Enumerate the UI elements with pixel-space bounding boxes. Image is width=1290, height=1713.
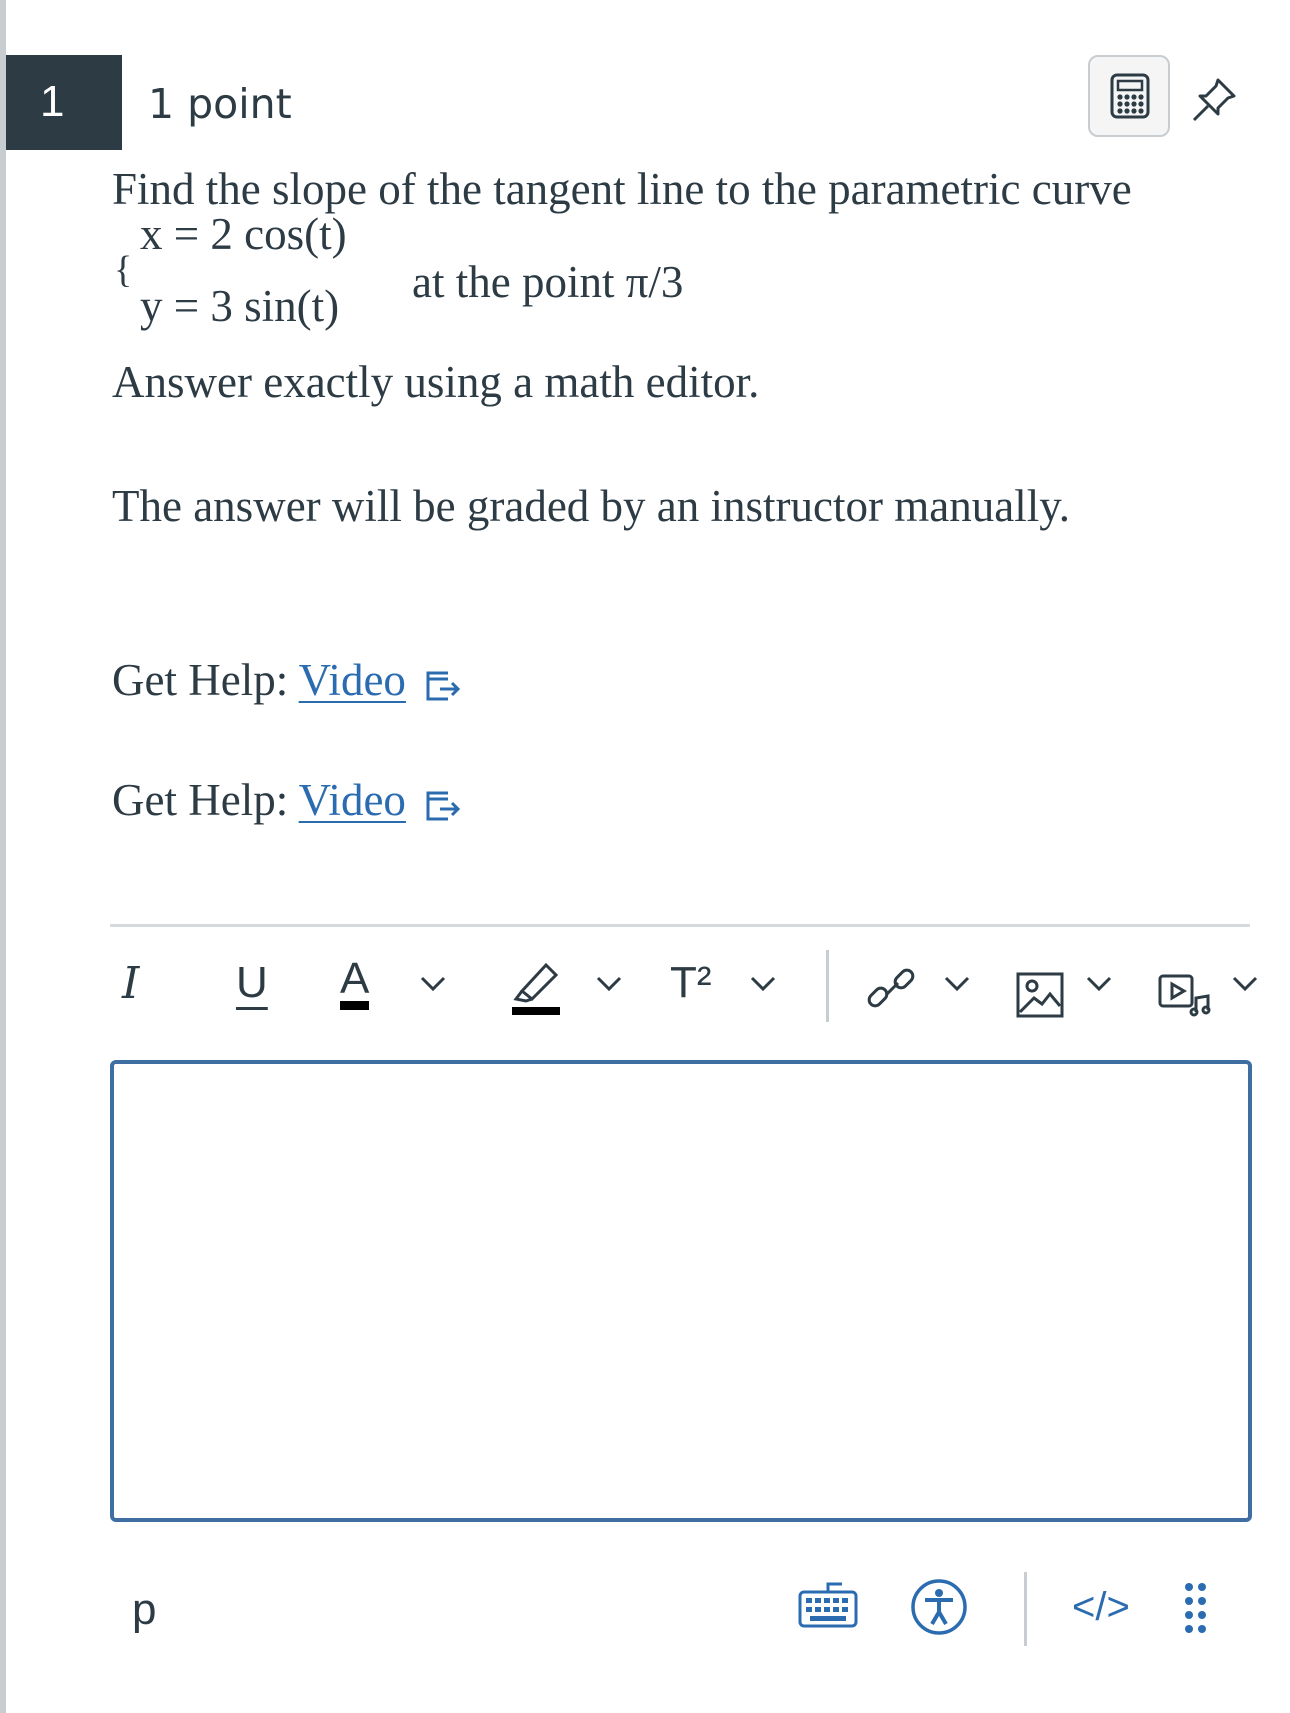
get-help-row — [112, 654, 462, 706]
question-instruction: Answer exactly using a math editor. — [112, 357, 760, 407]
calculator-button[interactable] — [1088, 55, 1170, 137]
underline-button[interactable] — [236, 948, 268, 1018]
get-help-label: Get Help: — [112, 775, 289, 825]
equation-y: y = 3 sin(t) — [140, 281, 340, 331]
external-link-icon — [422, 785, 462, 825]
chevron-down-icon[interactable] — [420, 975, 446, 993]
video-link[interactable]: Video — [298, 655, 406, 705]
grading-note: The answer will be graded by an instructor manually. — [112, 481, 1071, 531]
get-help-row — [112, 774, 462, 826]
superscript-button[interactable] — [670, 948, 712, 1018]
chevron-down-icon[interactable] — [1232, 975, 1258, 993]
highlighter-icon[interactable] — [512, 950, 560, 1020]
link-icon[interactable] — [864, 954, 920, 1024]
question-points: 1 point — [148, 80, 292, 128]
superscript-icon: T² — [670, 958, 712, 1007]
element-path[interactable]: p — [132, 1585, 157, 1634]
font-color-icon: A — [340, 957, 369, 1010]
italic-icon: I — [122, 957, 140, 1009]
chevron-down-icon[interactable] — [944, 975, 970, 993]
font-color-button[interactable] — [340, 948, 369, 1018]
keyboard-icon[interactable] — [798, 1580, 858, 1630]
italic-button[interactable] — [122, 948, 139, 1018]
get-help-label: Get Help: — [112, 655, 289, 705]
accessibility-checker-icon[interactable] — [910, 1578, 968, 1636]
underline-icon: U — [236, 958, 268, 1007]
question-point: at the point π/3 — [412, 257, 684, 307]
question-text: Find the slope of the tangent line to the parametric curve — [112, 164, 1132, 214]
chevron-down-icon[interactable] — [1086, 975, 1112, 993]
image-icon[interactable] — [1016, 960, 1064, 1030]
external-link-icon — [422, 665, 462, 705]
answer-editor[interactable] — [110, 1060, 1252, 1522]
chevron-down-icon[interactable] — [596, 975, 622, 993]
pin-icon[interactable] — [1188, 74, 1240, 126]
question-number: 1 — [40, 77, 65, 126]
toolbar-separator — [826, 950, 829, 1022]
equation-x: x = 2 cos(t) — [140, 209, 347, 259]
video-link[interactable]: Video — [298, 775, 406, 825]
more-options-icon[interactable] — [1184, 1582, 1208, 1638]
question-number-badge — [6, 55, 122, 150]
status-bar-separator — [1024, 1572, 1027, 1646]
media-icon[interactable] — [1158, 960, 1212, 1030]
equation-brace: { — [114, 249, 133, 291]
chevron-down-icon[interactable] — [750, 975, 776, 993]
left-rail — [0, 0, 6, 1713]
toolbar-divider — [110, 924, 1250, 927]
html-editor-toggle[interactable]: </> — [1072, 1585, 1130, 1629]
calculator-icon — [1110, 73, 1150, 119]
